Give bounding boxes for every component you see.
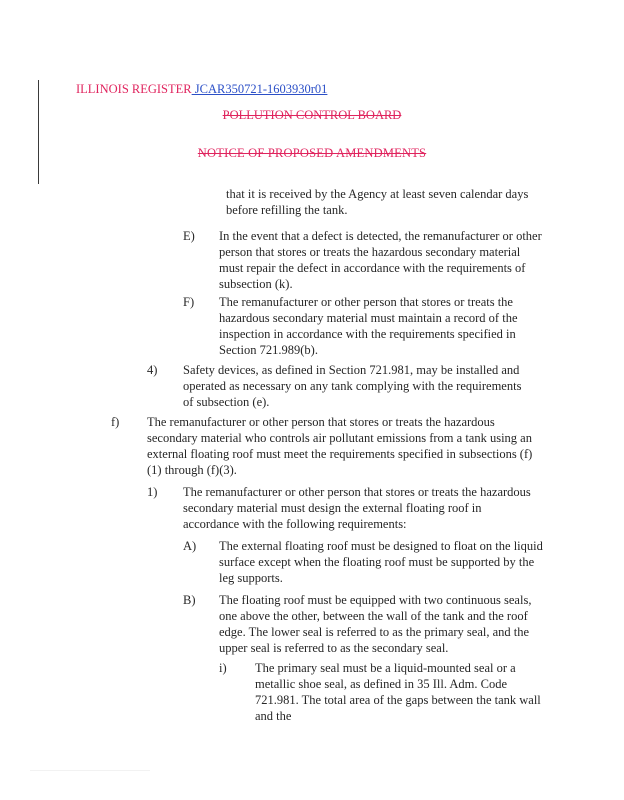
item-label-f: F) xyxy=(183,295,195,309)
item-label-4: 4) xyxy=(147,363,158,377)
register-title: ILLINOIS REGISTER xyxy=(76,82,192,96)
subsection-text-f: The remanufacturer or other person that stores or treats the hazardous secondary material who controls air pollutant emissions from a tank using an external floating roof must meet the requirements specified in subsections (f)(1) through (f)(3). xyxy=(147,415,533,477)
document-id-link[interactable]: JCAR350721-1603930r01 xyxy=(191,82,328,96)
item-label-a: A) xyxy=(183,539,197,553)
register-header xyxy=(76,82,327,97)
item-text-f: The remanufacturer or other person that stores or treats the hazardous secondary material must maintain a record of the inspection in accordance with the requirements specified in Section 721.989(b). xyxy=(219,295,518,357)
item-text-e: In the event that a defect is detected, the remanufacturer or other person that stores or treats the hazardous secondary material must repair the defect in accordance with the requirements of subsection (k). xyxy=(219,229,542,291)
subsection-label-f: f) xyxy=(111,415,120,429)
item-text-i: The primary seal must be a liquid-mounted seal or a metallic shoe seal, as defined in 35 Ill. Adm. Code 721.981. The total area of the gaps between the tank wall and the xyxy=(255,661,541,723)
item-text-1: The remanufacturer or other person that stores or treats the hazardous secondary material must design the external floating roof in accordance with the following requirements: xyxy=(183,485,531,531)
change-bar xyxy=(38,80,39,184)
item-label-i: i) xyxy=(219,661,227,675)
item-text-4: Safety devices, as defined in Section 721.981, may be installed and operated as necessary on any tank complying with the requirements of subsection (e). xyxy=(183,363,522,409)
item-text-b: The floating roof must be equipped with two continuous seals, one above the other, between the wall of the tank and the roof edge. The lower seal is referred to as the primary seal, and the upper seal is referred to as the secondary seal. xyxy=(219,593,532,655)
item-label-e: E) xyxy=(183,229,195,243)
item-label-1: 1) xyxy=(147,485,158,499)
item-label-b: B) xyxy=(183,593,196,607)
footer-divider xyxy=(30,770,150,771)
board-title: POLLUTION CONTROL BOARD xyxy=(222,108,402,122)
notice-title: NOTICE OF PROPOSED AMENDMENTS xyxy=(197,146,427,160)
item-text-a: The external floating roof must be designed to float on the liquid surface except when the floating roof must be supported by the leg supports. xyxy=(219,539,543,585)
continuation-paragraph: that it is received by the Agency at least seven calendar days before refilling the tank. xyxy=(226,187,529,217)
